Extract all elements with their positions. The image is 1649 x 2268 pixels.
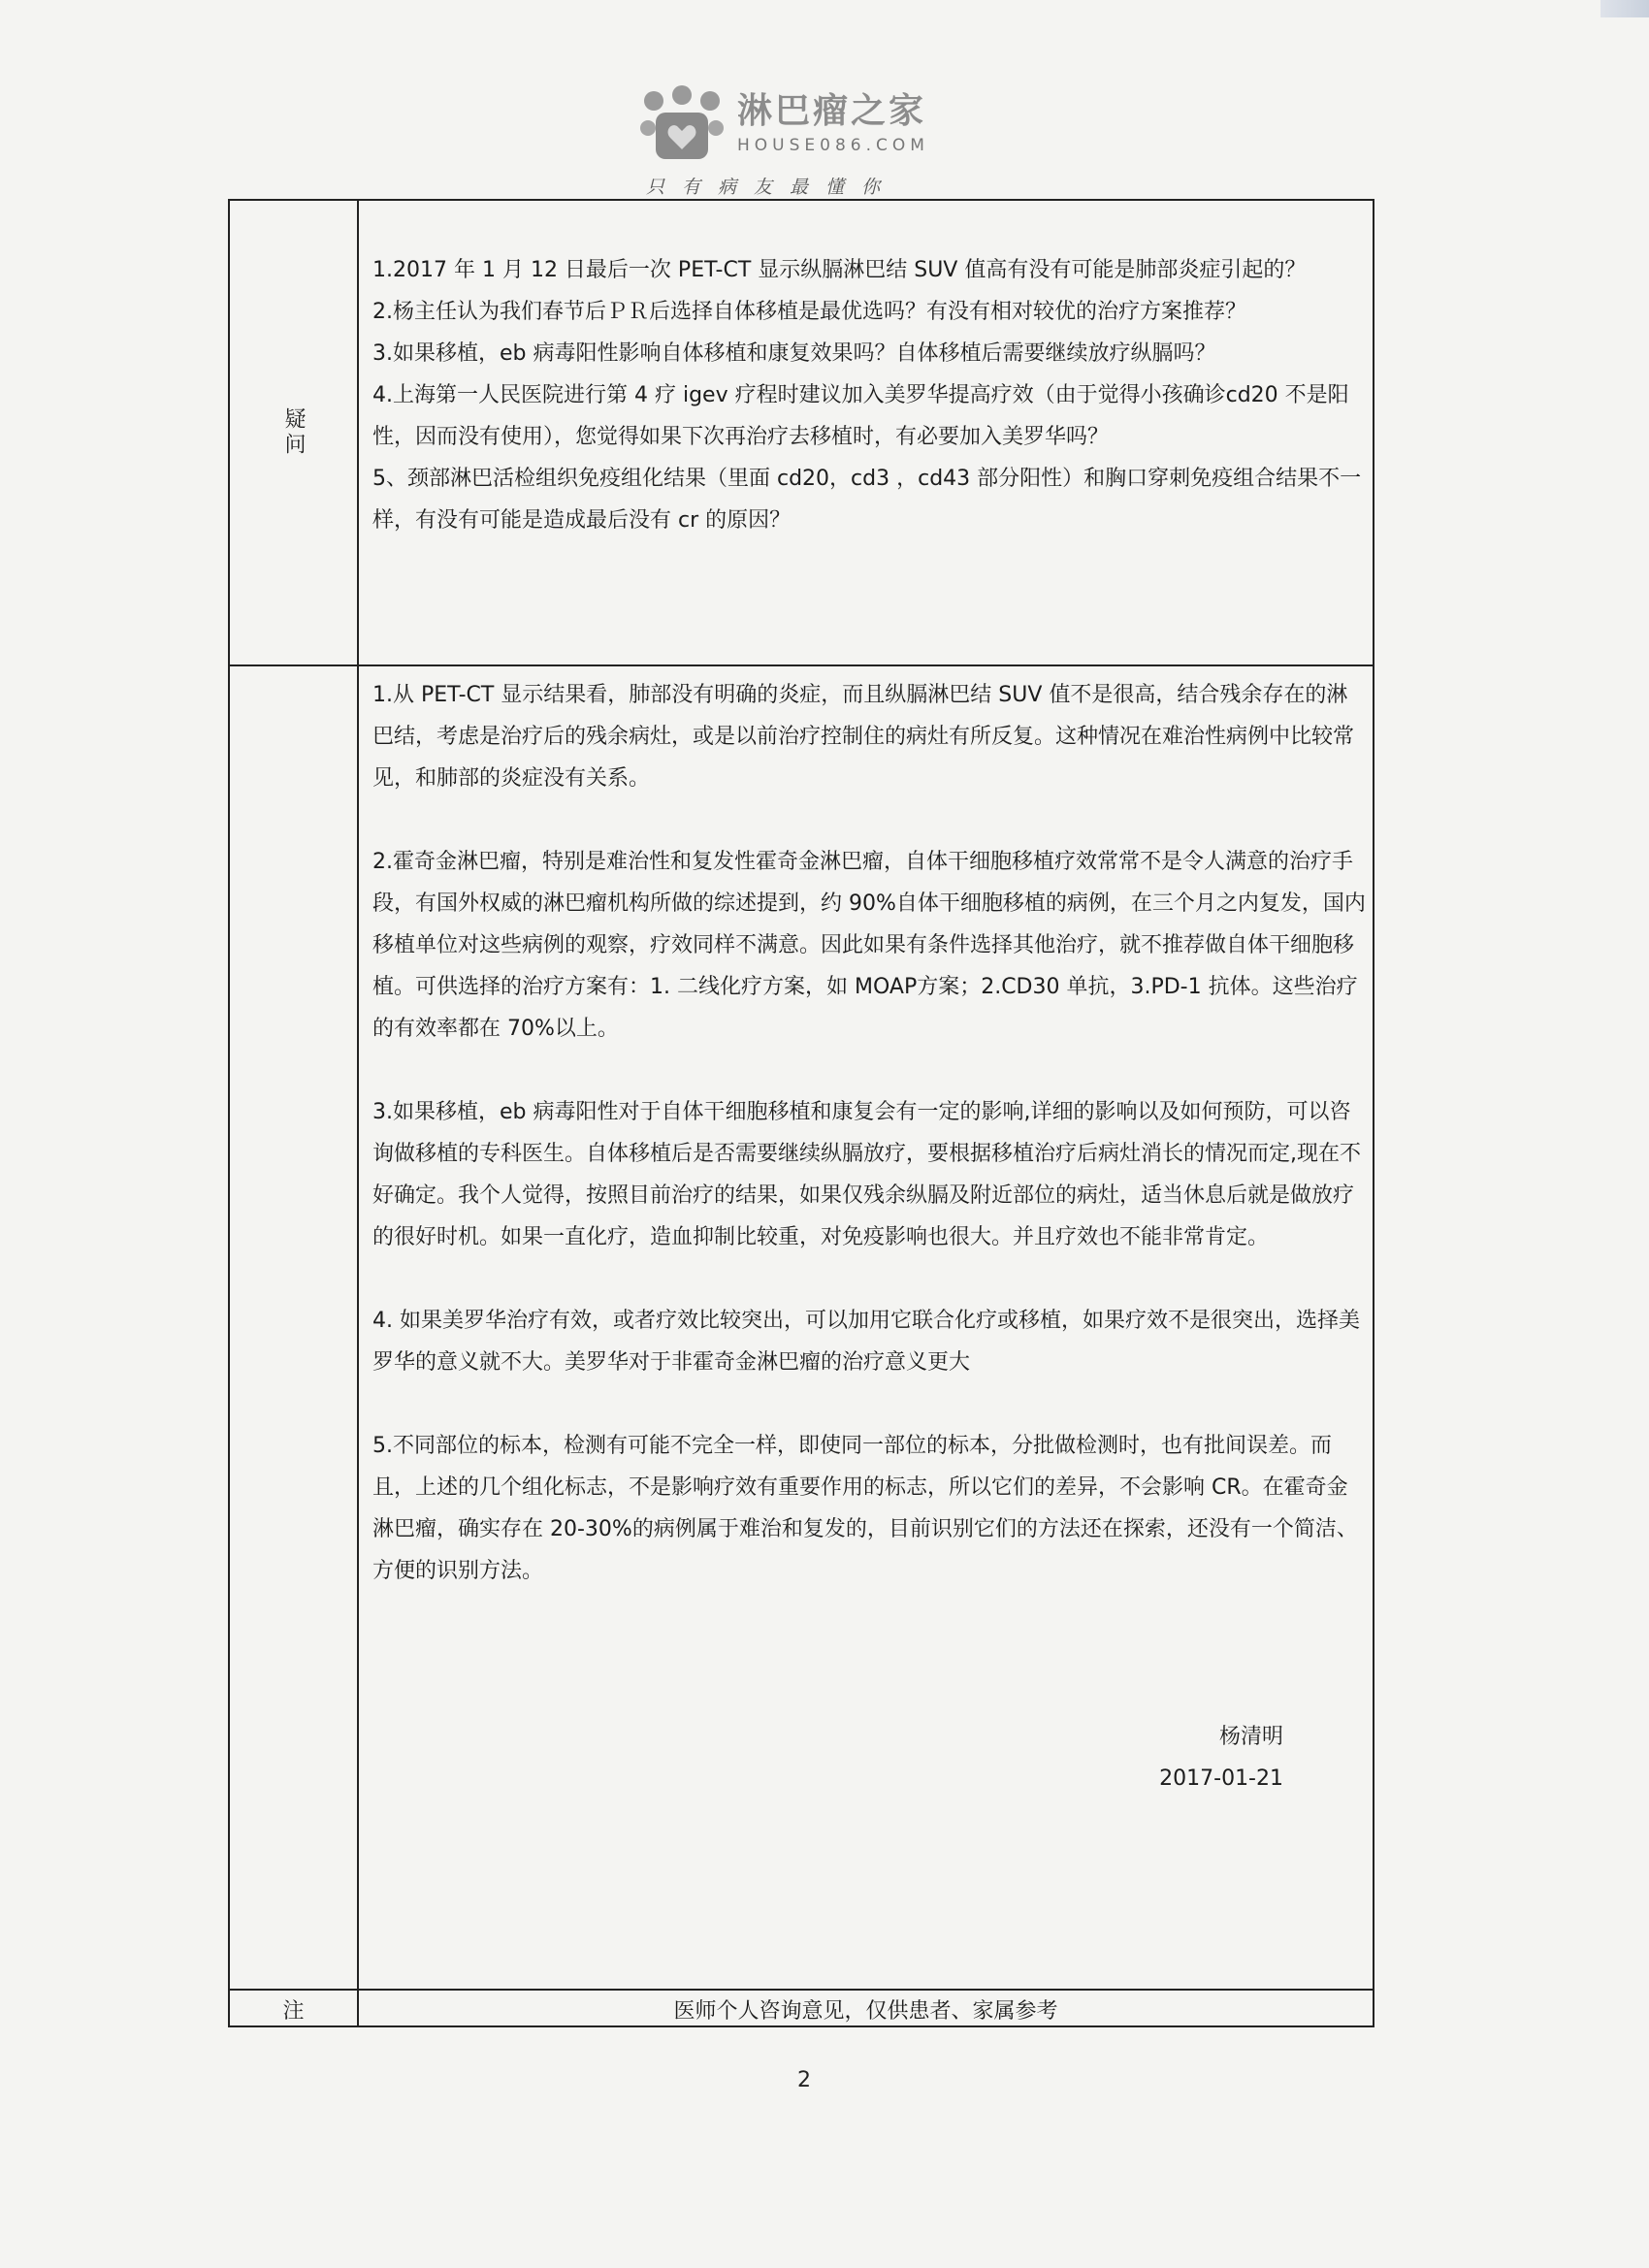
column-divider [357,201,359,2025]
row-divider-questions [230,664,1373,666]
logo-slogan: 只有病友最懂你 [646,177,898,198]
answer-2: 2.霍奇金淋巴瘤，特别是难治性和复发性霍奇金淋巴瘤，自体干细胞移植疗效常常不是令人满意的治疗手段，有国外权威的淋巴瘤机构所做的综述提到，约 90%自体干细胞移植的病例，在三个月之内复发，国内移植单位对这些病例的观察，疗效同样不满意。因此如果有条件选择其他治疗，就不推荐做自体干细胞移植。可供选择的治疗方案有：1. 二线化疗方案，如 MOAP方案；2.CD30 单抗，3.PD-1 抗体。这些治疗的有效率都在 70%以上。 [372,850,1366,1041]
consultation-table [228,199,1374,2027]
question-5: 5、颈部淋巴活检组织免疫组化结果（里面 cd20，cd3 ，cd43 部分阳性）和胸口穿刺免疫组合结果不一样，有没有可能是造成最后没有 cr 的原因？ [372,467,1362,533]
question-label: 疑问 [281,407,306,458]
scan-mark [1600,0,1649,17]
question-2: 2.杨主任认为我们春节后ＰＲ后选择自体移植是最优选吗？有没有相对较优的治疗方案推荐？ [372,300,1246,324]
answer-3: 3.如果移植，eb 病毒阳性对于自体干细胞移植和康复会有一定的影响,详细的影响以及如何预防，可以咨询做移植的专科医生。自体移植后是否需要继续纵膈放疗，要根据移植治疗后病灶消长的情况而定,现在不好确定。我个人觉得，按照目前治疗的结果，如果仅残余纵膈及附近部位的病灶，适当休息后就是做放疗的很好时机。如果一直化疗，造血抑制比较重，对免疫影响也很大。并且疗效也不能非常肯定。 [372,1100,1361,1249]
logo-domain: HOUSE086.COM [737,136,929,155]
question-1: 1.2017 年 1 月 12 日最后一次 PET-CT 显示纵膈淋巴结 SUV 值高有没有可能是肺部炎症引起的？ [372,258,1307,282]
site-logo [640,80,1009,206]
questions-cell [372,249,1367,541]
signature-date: 2017-01-21 [1159,1766,1283,1791]
answer-4: 4. 如果美罗华治疗有效，或者疗效比较突出，可以加用它联合化疗或移植，如果疗效不是很突出，选择美罗华的意义就不大。美罗华对于非霍奇金淋巴瘤的治疗意义更大 [372,1309,1360,1375]
doctor-signature: 杨清明 [1218,1725,1283,1749]
row-divider-note [230,1989,1373,1991]
logo-chinese-name: 淋巴瘤之家 [737,91,927,131]
question-3: 3.如果移植，eb 病毒阳性影响自体移植和康复效果吗？自体移植后需要继续放疗纵膈吗？ [372,341,1216,366]
family-logo-icon [640,85,724,165]
question-label-cell [230,201,357,664]
note-label: 注 [282,1998,305,2024]
note-text: 医师个人咨询意见，仅供患者、家属参考 [673,1999,1058,2024]
answer-1: 1.从 PET-CT 显示结果看，肺部没有明确的炎症，而且纵膈淋巴结 SUV 值不是很高，结合残余存在的淋巴结，考虑是治疗后的残余病灶，或是以前治疗控制住的病灶有所反复。这种情况在难治性病例中比较常见，和肺部的炎症没有关系。 [372,683,1355,791]
answers-cell [372,674,1367,1592]
page-number: 2 [797,2068,811,2092]
note-label-cell [230,1991,357,2027]
question-4: 4.上海第一人民医院进行第 4 疗 igev 疗程时建议加入美罗华提高疗效（由于觉得小孩确诊cd20 不是阳性，因而没有使用），您觉得如果下次再治疗去移植时，有必要加入美罗华吗？ [372,383,1349,449]
answer-5: 5.不同部位的标本，检测有可能不完全一样，即使同一部位的标本，分批做检测时，也有批间误差。而且，上述的几个组化标志，不是影响疗效有重要作用的标志，所以它们的差异，不会影响 CR。在霍奇金淋巴瘤，确实存在 20-30%的病例属于难治和复发的，目前识别它们的方法还在探索，还没有一个简洁、方便的识别方法。 [372,1434,1358,1583]
